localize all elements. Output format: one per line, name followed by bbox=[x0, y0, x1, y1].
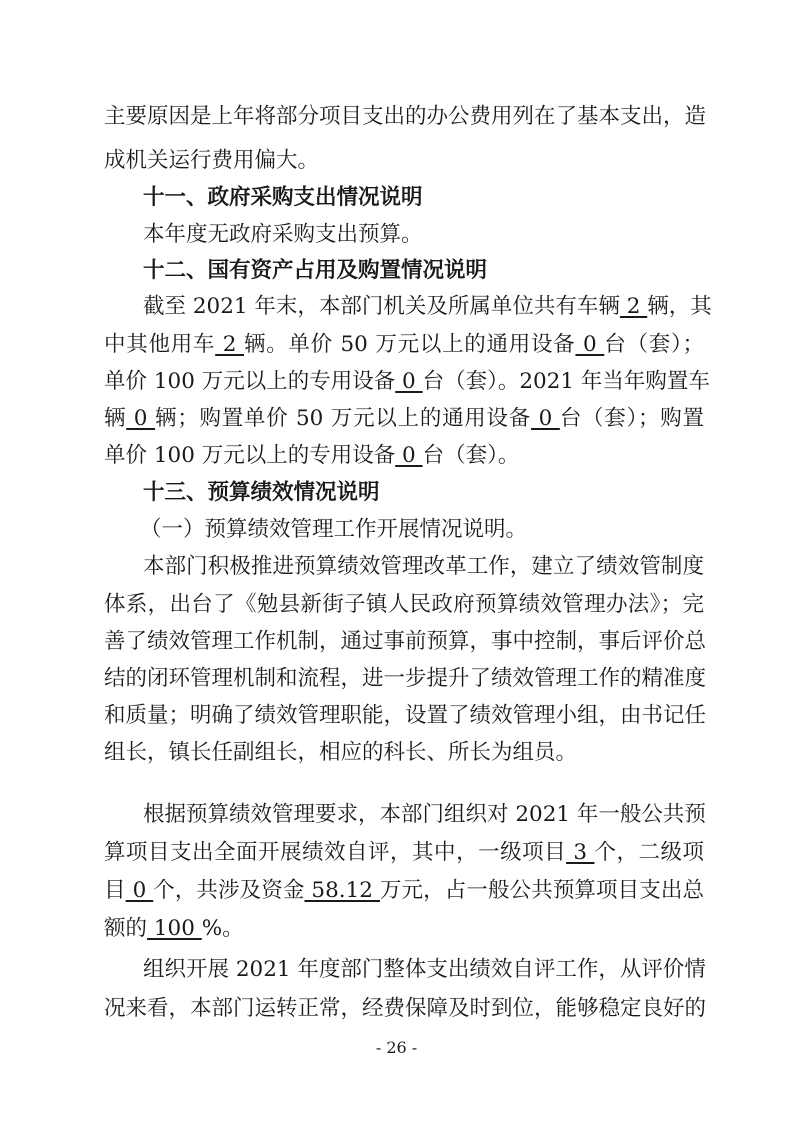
text-line: 主要原因是上年将部分项目支出的办公费用列在了基本支出，造 bbox=[104, 104, 707, 129]
text-segment: 目 bbox=[104, 878, 126, 903]
text-segment: 中其他用车 bbox=[104, 332, 216, 357]
text-segment: %。 bbox=[201, 916, 244, 941]
text-line bbox=[104, 367, 710, 397]
text-segment: 额的 bbox=[104, 916, 148, 941]
text-segment: 辆，其 bbox=[647, 294, 712, 319]
text-segment: 辆 bbox=[104, 406, 127, 431]
text-line bbox=[143, 292, 712, 322]
filled-value: 58.12 bbox=[304, 878, 380, 903]
text-line bbox=[104, 876, 704, 906]
page-number: - 26 - bbox=[375, 1038, 418, 1057]
filled-value: 2 bbox=[619, 294, 648, 319]
text-segment: 台（套）；购置 bbox=[559, 406, 704, 431]
filled-value: 2 bbox=[215, 332, 244, 357]
text-segment: 台（套）； bbox=[604, 332, 704, 357]
text-line bbox=[104, 914, 704, 944]
text-segment: 截至 2021 年末，本部门机关及所属单位共有车辆 bbox=[143, 294, 620, 319]
text-line: 组织开展 2021 年度部门整体支出绩效自评工作，从评价情 bbox=[143, 957, 706, 982]
text-segment: 个，共涉及资金 bbox=[153, 878, 305, 903]
text-segment: 辆。单价 50 万元以上的通用设备 bbox=[243, 332, 576, 357]
text-line: 况来看，本部门运转正常，经费保障及时到位，能够稳定良好的 bbox=[104, 996, 707, 1021]
text-line: 成机关运行费用偏大。 bbox=[104, 148, 320, 173]
text-segment: 算项目支出全面开展绩效自评，其中，一级项目 bbox=[104, 840, 567, 865]
text-segment: 单价 100 万元以上的专用设备 bbox=[104, 369, 396, 394]
text-line: 根据预算绩效管理要求，本部门组织对 2021 年一般公共预 bbox=[143, 802, 706, 827]
text-line bbox=[104, 404, 704, 434]
text-line bbox=[104, 838, 704, 868]
text-segment: 单价 100 万元以上的专用设备 bbox=[104, 443, 396, 468]
text-line bbox=[104, 330, 704, 360]
section-heading-12: 十二、国有资产占用及购置情况说明 bbox=[143, 258, 488, 283]
text-segment: 万元，占一般公共预算项目支出总 bbox=[379, 878, 704, 903]
text-line: 本部门积极推进预算绩效管理改革工作，建立了绩效管制度 bbox=[143, 554, 704, 579]
text-segment: 台（套）。 bbox=[422, 443, 520, 468]
filled-value: 0 bbox=[126, 406, 156, 431]
text-line: 和质量；明确了绩效管理职能，设置了绩效管理小组，由书记任 bbox=[104, 703, 707, 728]
text-line: 结的闭环管理机制和流程，进一步提升了绩效管理工作的精准度 bbox=[104, 666, 707, 691]
section-heading-11: 十一、政府采购支出情况说明 bbox=[143, 185, 423, 210]
filled-value: 0 bbox=[395, 443, 423, 468]
text-segment: 个，二级项 bbox=[594, 840, 704, 865]
filled-value: 0 bbox=[531, 406, 560, 431]
text-line: 本年度无政府采购支出预算。 bbox=[143, 222, 423, 247]
subsection-heading: （一）预算绩效管理工作开展情况说明。 bbox=[140, 517, 528, 542]
filled-value: 100 bbox=[147, 916, 202, 941]
text-segment: 台（套）。2021 年当年购置车 bbox=[422, 369, 710, 394]
filled-value: 0 bbox=[575, 332, 605, 357]
text-line: 体系，出台了《勉县新街子镇人民政府预算绩效管理办法》；完 bbox=[104, 592, 704, 617]
text-line: 善了绩效管理工作机制，通过事前预算，事中控制，事后评价总 bbox=[104, 629, 707, 654]
text-line: 组长，镇长任副组长，相应的科长、所长为组员。 bbox=[104, 740, 578, 765]
filled-value: 0 bbox=[395, 369, 423, 394]
text-segment: 辆；购置单价 50 万元以上的通用设备 bbox=[155, 406, 532, 431]
filled-value: 0 bbox=[125, 878, 154, 903]
section-heading-13: 十三、预算绩效情况说明 bbox=[143, 480, 380, 505]
text-line bbox=[104, 441, 704, 471]
filled-value: 3 bbox=[566, 840, 595, 865]
